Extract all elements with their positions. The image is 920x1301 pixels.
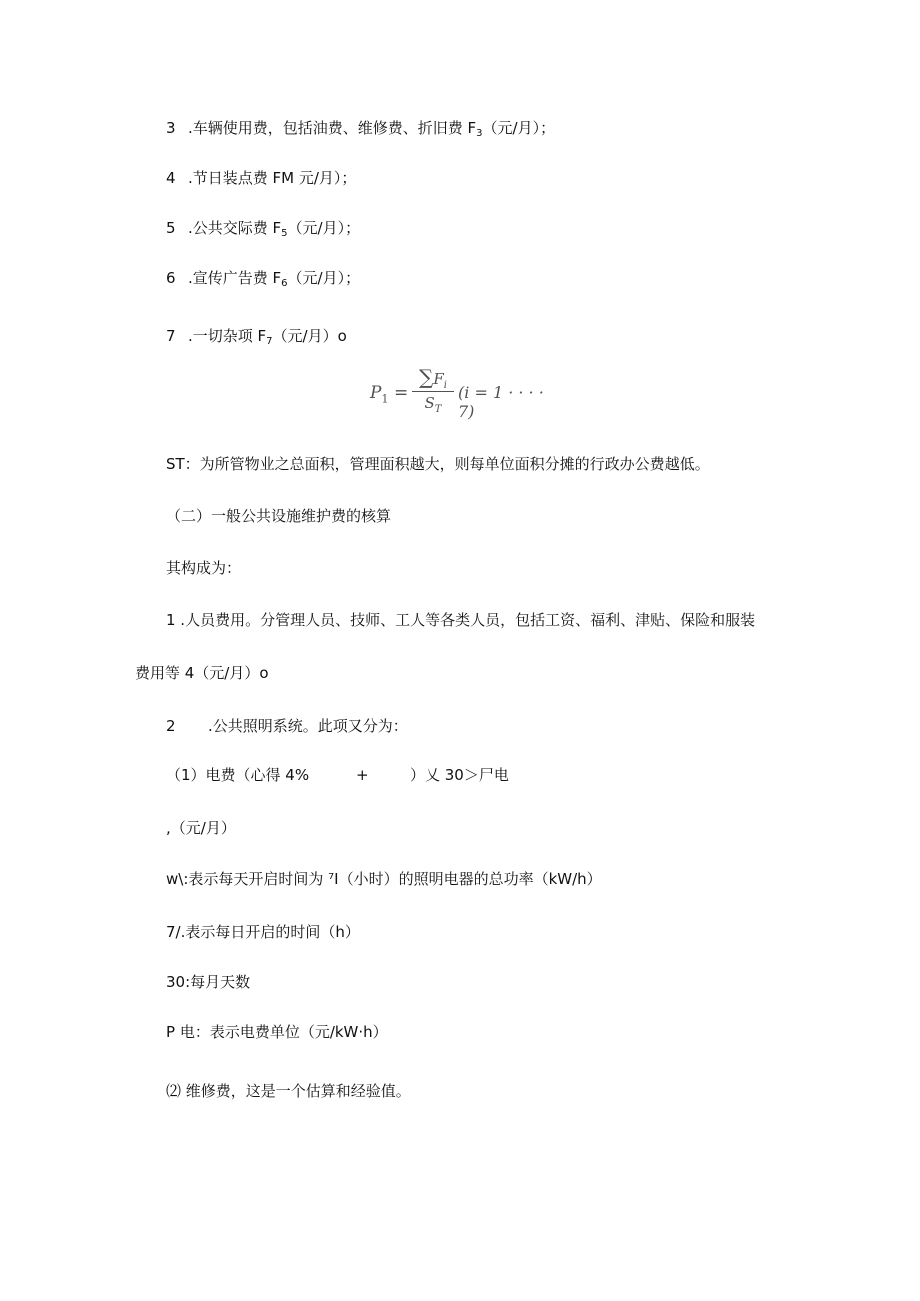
item-text: .节日装点费 FM 元/月）；: [188, 169, 357, 187]
electric-fee-part-a: （1）电费（心得 4%: [166, 766, 310, 784]
electric-fee-plus: +: [356, 766, 369, 784]
section-heading: （二）一般公共设施维护费的核算: [166, 507, 392, 525]
unit-line: ,（元/月）: [166, 819, 236, 837]
item-subscript: 6: [281, 278, 288, 289]
definition-t: 7/.表示每日开启的时间（h）: [166, 923, 360, 941]
item-subscript: 3: [476, 128, 483, 139]
item-text: .一切杂项 F: [188, 327, 267, 345]
item-number: 4: [166, 169, 176, 187]
composition-label: 其构成为：: [166, 559, 242, 577]
list-item-5: [166, 218, 360, 244]
formula-fraction: [412, 365, 454, 415]
list-item-3: [166, 118, 555, 144]
item-subscript: 7: [266, 336, 273, 347]
item-number: 6: [166, 269, 176, 287]
formula-numerator: [412, 365, 454, 389]
item-number: 2: [166, 717, 176, 735]
formula-equals: =: [394, 383, 409, 403]
paragraph-1-line-1: 1 .人员费用。分管理人员、技师、工人等各类人员，包括工资、福利、津贴、保险和服装: [166, 611, 756, 629]
electric-fee-formula: [166, 765, 509, 785]
formula-range: (i = 1 · · · · 7): [458, 383, 544, 421]
formula-lhs: [370, 383, 388, 405]
formula-lhs-symbol: P: [370, 383, 382, 403]
item-tail: （元/月）o: [272, 327, 347, 345]
definition-w: w\:表示每天开启时间为 ⁷I（小时）的照明电器的总功率（kW/h）: [166, 870, 602, 888]
item-text: .宣传广告费 F: [188, 269, 282, 287]
item-number: 3: [166, 119, 176, 137]
item-number: 5: [166, 219, 176, 237]
cost-formula: [370, 365, 550, 420]
list-item-7: [166, 326, 347, 352]
fraction-bar: [412, 391, 454, 392]
formula-numerator-symbol: F: [433, 370, 444, 388]
formula-denominator-symbol: S: [424, 394, 435, 412]
definition-30: 30:每月天数: [166, 973, 251, 991]
formula-lhs-subscript: 1: [381, 392, 389, 406]
paragraph-2: [166, 716, 408, 736]
maintenance-fee: ⑵ 维修费，这是一个估算和经验值。: [166, 1082, 411, 1100]
formula-denominator-subscript: T: [434, 404, 442, 415]
item-tail: （元/月）；: [287, 269, 361, 287]
item-text: .车辆使用费，包括油费、维修费、折旧费 F: [188, 119, 477, 137]
list-item-6: [166, 268, 360, 294]
formula-numerator-subscript: i: [443, 380, 447, 391]
list-item-4: [166, 168, 356, 188]
paragraph-1-line-2: 费用等 4（元/月）o: [135, 664, 269, 682]
item-subscript: 5: [281, 228, 288, 239]
item-text: .公共交际费 F: [188, 219, 282, 237]
formula-denominator: [412, 394, 454, 415]
item-tail: （元/月）；: [482, 119, 556, 137]
electric-fee-part-b: ）乂 30＞尸电: [410, 766, 509, 784]
st-note: ST：为所管物业之总面积，管理面积越大，则每单位面积分摊的行政办公费越低。: [166, 455, 710, 473]
sigma-symbol: ∑: [419, 365, 434, 389]
definition-p: P 电：表示电费单位（元/kW·h）: [166, 1023, 388, 1041]
item-tail: （元/月）；: [287, 219, 361, 237]
item-number: 7: [166, 327, 176, 345]
item-text: .公共照明系统。此项又分为：: [208, 717, 408, 735]
